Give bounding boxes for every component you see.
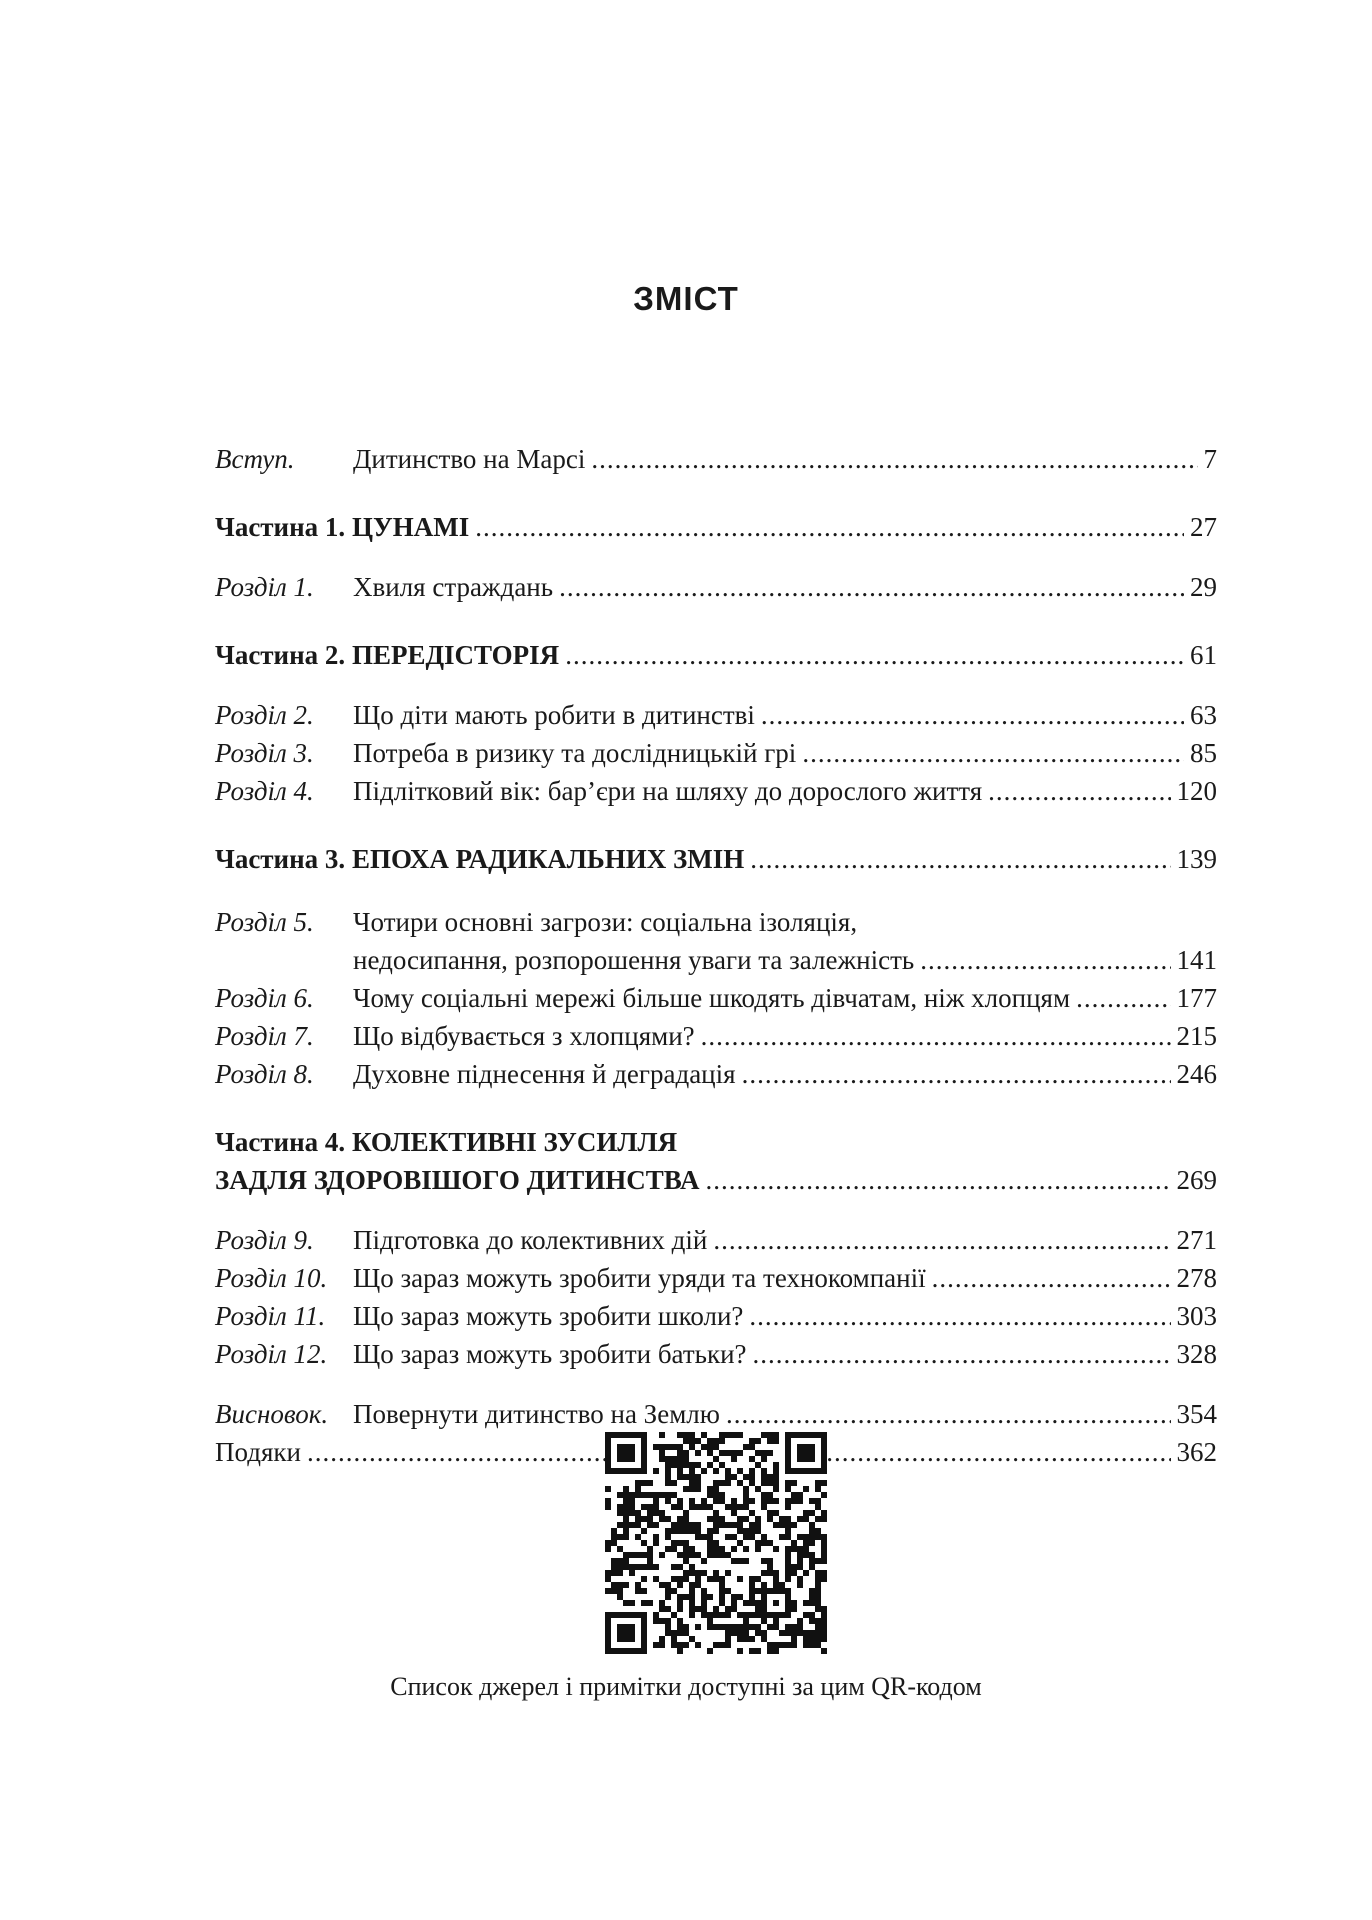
toc-entry-chapter-11[interactable]: [215, 1297, 1217, 1335]
dot-leader: [802, 734, 1184, 772]
dot-leader: [475, 508, 1184, 546]
toc-title: Підготовка до колективних дій: [353, 1225, 708, 1255]
toc-entry-chapter-2[interactable]: [215, 696, 1217, 734]
toc-entry-chapter-5-continued[interactable]: [215, 941, 1217, 979]
toc-label: Висновок.: [215, 1399, 329, 1429]
toc-title: Що зараз можуть зробити уряди та технокомпанії: [353, 1263, 926, 1293]
toc-title: Чому соціальні мережі більше шкодять дівчатам, ніж хлопцям: [353, 983, 1071, 1013]
toc-page-number: 177: [1176, 983, 1217, 1013]
toc-page-number: 303: [1176, 1301, 1217, 1331]
toc-label: Розділ 11.: [215, 1301, 326, 1331]
toc-label: Розділ 12.: [215, 1339, 328, 1369]
dot-leader: [753, 1335, 1171, 1373]
toc-part-1[interactable]: [215, 508, 1217, 546]
toc-page-number: 362: [1176, 1437, 1217, 1467]
toc-part-2[interactable]: [215, 636, 1217, 674]
toc-label: Розділ 6.: [215, 983, 314, 1013]
qr-caption: Список джерел і примітки доступні за цим QR-кодом: [390, 1672, 982, 1701]
toc-part-title: Частина 2. ПЕРЕДІСТОРІЯ: [215, 640, 560, 670]
toc-label: Розділ 4.: [215, 776, 314, 806]
toc-page-number: 278: [1176, 1263, 1217, 1293]
toc-entry-chapter-5[interactable]: [215, 903, 1217, 941]
toc-entry-chapter-4[interactable]: [215, 772, 1217, 810]
dot-leader: [750, 840, 1170, 878]
toc-label: Розділ 2.: [215, 700, 314, 730]
qr-code-graphic: [605, 1432, 827, 1654]
dot-leader: [726, 1395, 1171, 1433]
toc-entry-chapter-6[interactable]: [215, 979, 1217, 1017]
toc-title: Потреба в ризику та дослідницькій грі: [353, 738, 797, 768]
toc-label: Розділ 10.: [215, 1263, 328, 1293]
toc-part-4-continued[interactable]: [215, 1161, 1217, 1199]
page-title: ЗМІСТ: [633, 280, 739, 317]
toc-entry-conclusion[interactable]: [215, 1395, 1217, 1433]
toc-page-number: 120: [1176, 776, 1217, 806]
toc-page-number: 354: [1176, 1399, 1217, 1429]
toc-part-3[interactable]: [215, 840, 1217, 878]
toc-page-number: 246: [1176, 1059, 1217, 1089]
toc-page-number: 139: [1176, 844, 1217, 874]
dot-leader: [988, 772, 1170, 810]
dot-leader: [701, 1017, 1171, 1055]
qr-code[interactable]: [605, 1432, 827, 1654]
toc-title: Що зараз можуть зробити батьки?: [353, 1339, 747, 1369]
toc-entry-chapter-12[interactable]: [215, 1335, 1217, 1373]
toc-entry-chapter-9[interactable]: [215, 1221, 1217, 1259]
toc-part-title-continued: ЗАДЛЯ ЗДОРОВІШОГО ДИТИНСТВА: [215, 1165, 700, 1195]
toc-title: Повернути дитинство на Землю: [353, 1399, 720, 1429]
toc-page-number: 63: [1190, 700, 1217, 730]
toc-part-title: Частина 4. КОЛЕКТИВНІ ЗУСИЛЛЯ: [215, 1127, 678, 1157]
toc-page-number: 61: [1190, 640, 1217, 670]
toc-part-title: Частина 1. ЦУНАМІ: [215, 512, 470, 542]
toc-part-4[interactable]: [215, 1123, 1217, 1161]
toc-page-number: 7: [1203, 444, 1217, 474]
toc-page-number: 29: [1190, 572, 1217, 602]
toc-title: Чотири основні загрози: соціальна ізоляція,: [353, 907, 858, 937]
dot-leader: [706, 1161, 1171, 1199]
toc-label: Розділ 9.: [215, 1225, 314, 1255]
toc-entry-chapter-3[interactable]: [215, 734, 1217, 772]
toc-entry-intro[interactable]: [215, 440, 1217, 478]
dot-leader: [742, 1055, 1171, 1093]
toc-page-number: 27: [1190, 512, 1217, 542]
dot-leader: [591, 440, 1197, 478]
dot-leader: [559, 568, 1184, 606]
toc-entry-chapter-1[interactable]: [215, 568, 1217, 606]
toc-title: Дитинство на Марсі: [353, 444, 586, 474]
toc-label: Розділ 3.: [215, 738, 314, 768]
toc-page-number: 271: [1176, 1225, 1217, 1255]
dot-leader: [920, 941, 1170, 979]
toc-part-title: Частина 3. ЕПОХА РАДИКАЛЬНИХ ЗМІН: [215, 844, 745, 874]
toc-entry-chapter-8[interactable]: [215, 1055, 1217, 1093]
dot-leader: [1076, 979, 1170, 1017]
table-of-contents: [215, 440, 1217, 1471]
dot-leader: [713, 1221, 1170, 1259]
dot-leader: [749, 1297, 1170, 1335]
toc-label: Розділ 7.: [215, 1021, 314, 1051]
toc-label: Розділ 5.: [215, 907, 314, 937]
toc-page-number: 141: [1176, 945, 1217, 975]
dot-leader: [761, 696, 1184, 734]
toc-title: Духовне піднесення й деградація: [353, 1059, 736, 1089]
toc-page-number: 328: [1176, 1339, 1217, 1369]
toc-page-number: 215: [1176, 1021, 1217, 1051]
toc-title: Що відбувається з хлопцями?: [353, 1021, 695, 1051]
toc-label: Розділ 8.: [215, 1059, 314, 1089]
toc-entry-chapter-10[interactable]: [215, 1259, 1217, 1297]
toc-title-continued: недосипання, розпорошення уваги та залежність: [353, 945, 915, 975]
toc-title: Підлітковий вік: бар’єри на шляху до дорослого життя: [353, 776, 983, 806]
toc-entry-chapter-7[interactable]: [215, 1017, 1217, 1055]
dot-leader: [932, 1259, 1171, 1297]
toc-title: Що зараз можуть зробити школи?: [353, 1301, 744, 1331]
toc-page-number: 85: [1190, 738, 1217, 768]
toc-label: Вступ.: [215, 444, 295, 474]
toc-title: Що діти мають робити в дитинстві: [353, 700, 755, 730]
toc-label: Розділ 1.: [215, 572, 314, 602]
dot-leader: [565, 636, 1184, 674]
toc-title: Подяки: [215, 1437, 301, 1467]
toc-title: Хвиля страждань: [353, 572, 554, 602]
toc-page-number: 269: [1176, 1165, 1217, 1195]
